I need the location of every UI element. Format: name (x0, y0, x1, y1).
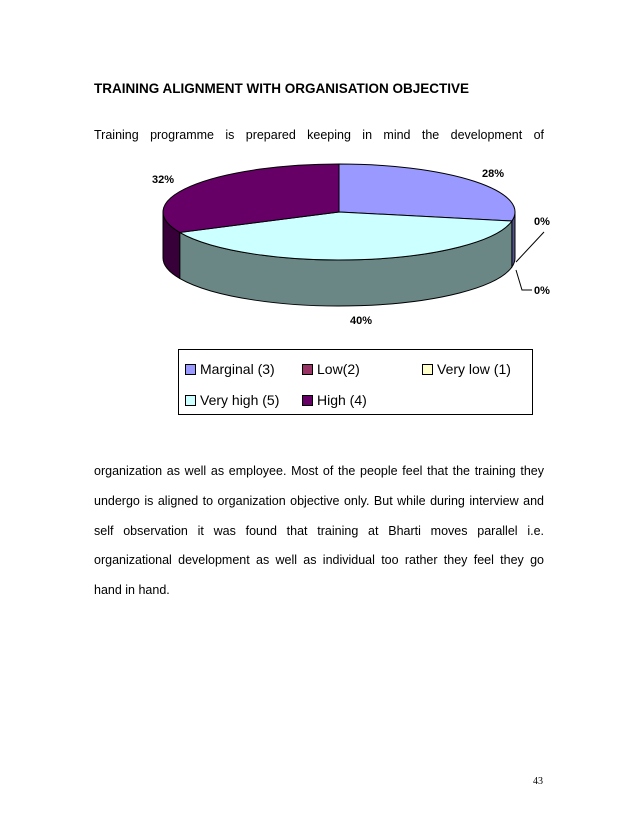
pie-leader-line (516, 270, 532, 290)
legend-swatch (302, 364, 313, 375)
legend-label: Very high (5) (200, 392, 280, 408)
legend-item-low (302, 361, 360, 377)
legend-label: Marginal (3) (200, 361, 275, 377)
pie-data-label: 0% (534, 216, 550, 228)
legend-label: Very low (1) (437, 361, 511, 377)
body-paragraph-line: hand in hand. (94, 583, 170, 597)
pie-top (163, 164, 515, 260)
legend-swatch (302, 395, 313, 406)
legend-swatch (422, 364, 433, 375)
legend-label: High (4) (317, 392, 367, 408)
legend-swatch (185, 395, 196, 406)
body-paragraph-line: organizational development as well as individual too rather they feel they go (94, 553, 544, 567)
intro-paragraph-line: Training programme is prepared keeping in mind the development of (94, 128, 544, 142)
pie-data-label: 28% (482, 168, 505, 180)
chart-legend (178, 349, 533, 415)
body-paragraph-line: undergo is aligned to organization objective only. But while during interview and (94, 494, 544, 508)
pie-leader-line (516, 232, 544, 262)
section-heading: TRAINING ALIGNMENT WITH ORGANISATION OBJECTIVE (94, 81, 469, 96)
legend-label: Low(2) (317, 361, 360, 377)
legend-item-marginal (185, 361, 275, 377)
legend-item-very-low (422, 361, 511, 377)
legend-swatch (185, 364, 196, 375)
pie-data-label: 0% (534, 285, 550, 297)
body-paragraph-line: self observation it was found that training at Bharti moves parallel i.e. (94, 524, 544, 538)
pie-chart (0, 0, 638, 340)
legend-item-high (302, 392, 367, 408)
pie-data-label: 40% (350, 315, 373, 327)
legend-item-very-high (185, 392, 279, 408)
body-paragraph-line: organization as well as employee. Most of the people feel that the training they (94, 464, 544, 478)
pie-data-label: 32% (152, 174, 175, 186)
page-number: 43 (533, 776, 543, 787)
